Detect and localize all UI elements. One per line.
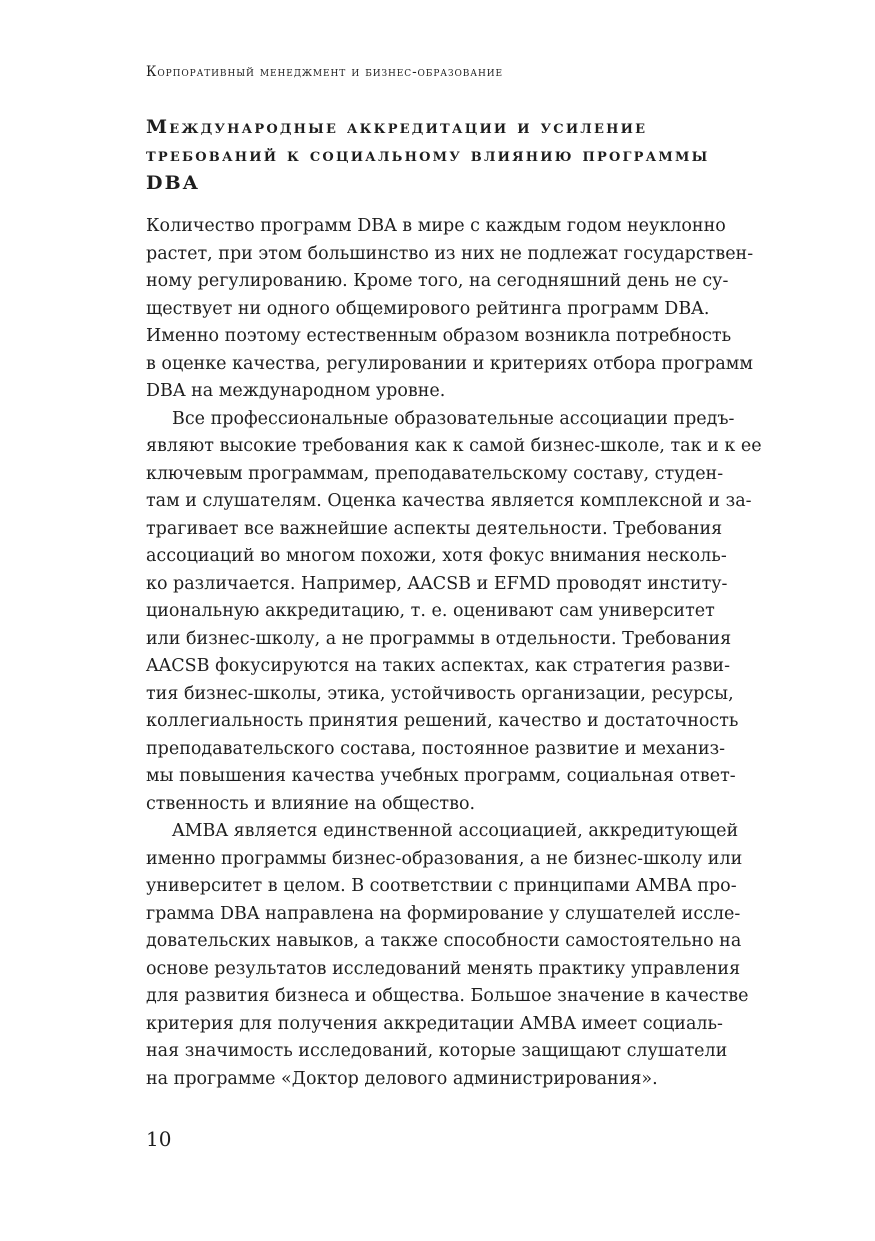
- text-line: грамма DBA направлена на формирование у слушателей иссле-: [146, 903, 741, 924]
- paragraph-2: [146, 406, 766, 819]
- page-number: 10: [146, 1127, 172, 1151]
- text-line: довательских навыков, а также способности самостоятельно на: [146, 931, 742, 951]
- text-line: ная значимость исследований, которые защищают слушатели: [146, 1041, 728, 1061]
- text-line: Именно поэтому естественным образом возникла потребность: [146, 326, 732, 346]
- text-line: ключевым программам, преподавательскому составу, студен-: [146, 463, 724, 484]
- text-line: AACSB фокусируются на таких аспектах, как стратегия разви-: [146, 656, 731, 676]
- text-line: ному регулированию. Кроме того, на сегодняшний день не су-: [146, 271, 729, 291]
- section-title: [146, 113, 766, 197]
- text-line: циональную аккредитацию, т. е. оценивают сам университет: [146, 601, 715, 621]
- text-line: ществует ни одного общемирового рейтинга программ DBA.: [146, 298, 710, 319]
- text-line: университет в целом. В соответствии с принципами AMBA про-: [146, 876, 737, 896]
- text-line: AMBA является единственной ассоциацией, аккредитующей: [172, 821, 739, 841]
- section-title-line: требований к социальному влиянию программы: [146, 144, 710, 166]
- text-line: основе результатов исследований менять практику управления: [146, 958, 741, 979]
- text-line: коллегиальность принятия решений, качество и достаточность: [146, 711, 739, 731]
- text-line: ко различается. Например, AACSB и EFMD проводят институ-: [146, 573, 728, 594]
- text-line: тия бизнес-школы, этика, устойчивость организации, ресурсы,: [146, 683, 734, 704]
- running-head: Корпоративный менеджмент и бизнес-образование: [146, 64, 503, 80]
- text-line: мы повышения качества учебных программ, социальная ответ-: [146, 766, 736, 786]
- section-title-line: DBA: [146, 172, 200, 194]
- text-line: для развития бизнеса и общества. Большое значение в качестве: [146, 986, 749, 1006]
- section-title-line: Международные аккредитации и усиление: [146, 116, 648, 138]
- text-line: ственность и влияние на общество.: [146, 793, 476, 814]
- text-line: являют высокие требования как к самой бизнес-школе, так и к ее: [146, 436, 762, 456]
- text-line: критерия для получения аккредитации AMBA имеет социаль-: [146, 1013, 723, 1034]
- text-line: в оценке качества, регулировании и критериях отбора программ: [146, 353, 753, 374]
- text-line: или бизнес-школу, а не программы в отдельности. Требования: [146, 628, 732, 649]
- paragraph-1: [146, 213, 766, 406]
- text-line: именно программы бизнес-образования, а не бизнес-школу или: [146, 848, 743, 869]
- text-line: DBA на международном уровне.: [146, 381, 446, 401]
- paragraph-3: [146, 818, 766, 1093]
- text-line: Количество программ DBA в мире с каждым годом неуклонно: [146, 216, 726, 236]
- text-line: Все профессиональные образовательные ассоциации предъ-: [172, 408, 735, 429]
- text-line: там и слушателям. Оценка качества является комплексной и за-: [146, 491, 752, 511]
- body-text: [146, 213, 766, 1093]
- text-line: на программе «Доктор делового администрирования».: [146, 1068, 658, 1089]
- text-line: преподавательского состава, постоянное развитие и механиз-: [146, 738, 726, 759]
- text-line: ассоциаций во многом похожи, хотя фокус внимания несколь-: [146, 546, 727, 566]
- text-line: трагивает все важнейшие аспекты деятельности. Требования: [146, 518, 723, 539]
- text-line: растет, при этом большинство из них не подлежат государствен-: [146, 243, 754, 264]
